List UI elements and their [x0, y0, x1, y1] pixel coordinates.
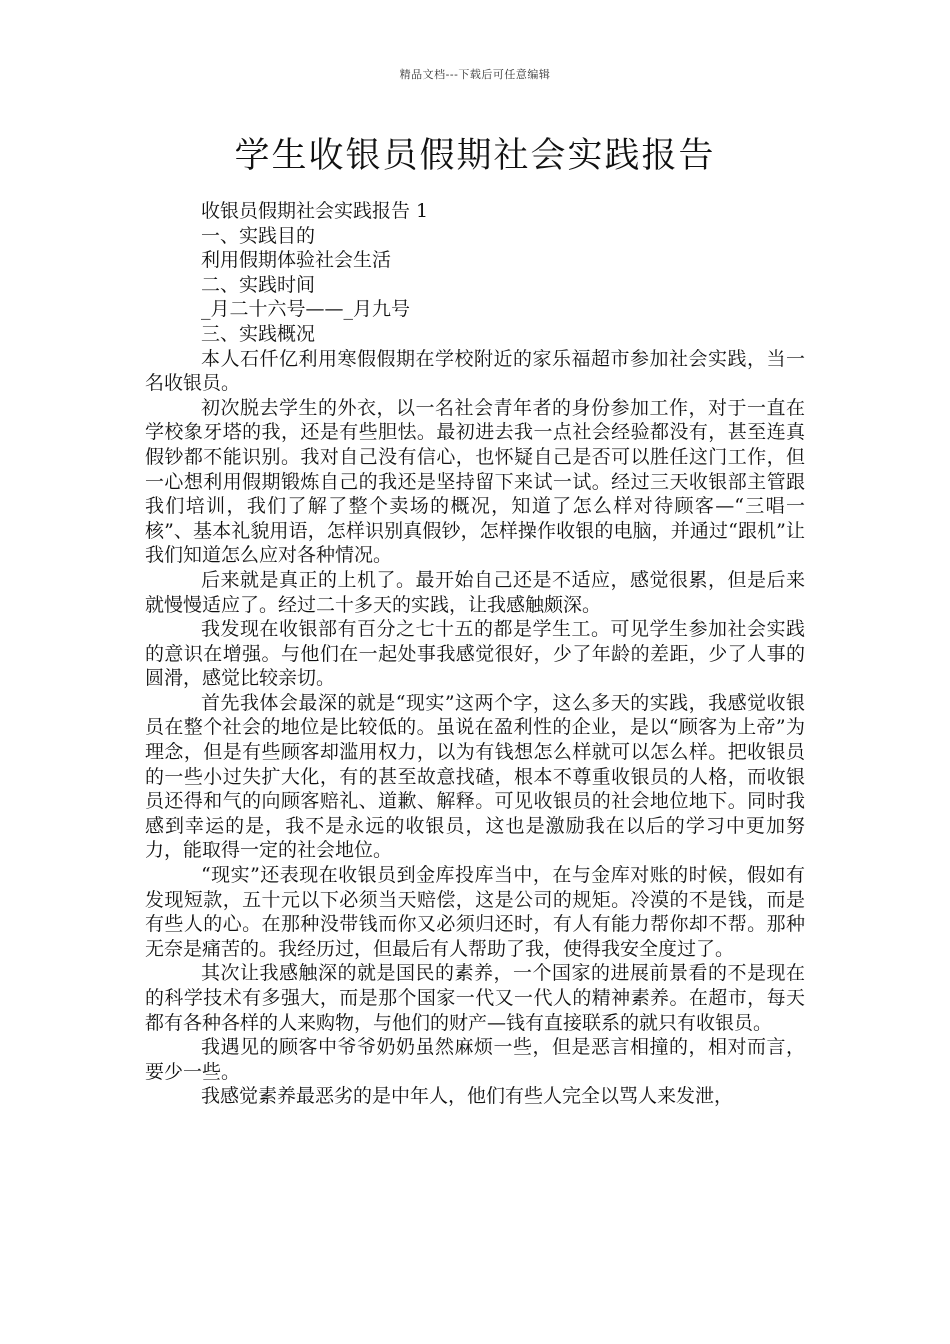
paragraph: “现实”还表现在收银员到金库投库当中，在与金库对账的时候，假如有发现短款，五十元以下必须当天赔偿，这是公司的规矩。冷漠的不是钱，而是有些人的心。在那种没带钱而你又必须归还时，有人有能力帮你却不帮。那种无奈是痛苦的。我经历过，但最后有人帮助了我，使得我安全度过了。: [145, 864, 805, 960]
section-heading: 二、实践时间: [201, 273, 316, 296]
page-header: 精品文档---下载后可任意编辑: [399, 68, 551, 81]
document-body: [145, 199, 805, 1109]
section-heading: 三、实践概况: [201, 322, 316, 345]
document-title: 学生收银员假期社会实践报告: [234, 136, 716, 176]
section-heading: 一、实践目的: [201, 224, 316, 247]
section-content: 利用假期体验社会生活: [201, 249, 392, 272]
paragraph: 本人石仟亿利用寒假假期在学校附近的家乐福超市参加社会实践，当一名收银员。: [145, 347, 805, 395]
paragraph: 我感觉素养最恶劣的是中年人，他们有些人完全以骂人来发泄，: [201, 1085, 734, 1108]
section-content: _月二十六号——_月九号: [201, 298, 411, 321]
report-subtitle: 收银员假期社会实践报告 1: [201, 200, 429, 222]
paragraph: 初次脱去学生的外衣，以一名社会青年者的身份参加工作，对于一直在学校象牙塔的我，还是有些胆怯。最初进去我一点社会经验都没有，甚至连真假钞都不能识别。我对自己没有信心，也怀疑自己是否可以胜任这门工作，但一心想利用假期锻炼自己的我还是坚持留下来试一试。经过三天收银部主管跟我们培训，我们了解了整个卖场的概况，知道了怎么样对待顾客—“三唱一核”、基本礼貌用语，怎样识别真假钞，怎样操作收银的电脑，并通过“跟机”让我们知道怎么应对各种情况。: [145, 396, 805, 567]
paragraph: 我遇见的顾客中爷爷奶奶虽然麻烦一些，但是恶言相撞的，相对而言，要少一些。: [145, 1036, 805, 1083]
paragraph: 其次让我感触深的就是国民的素养，一个国家的进展前景看的不是现在的科学技术有多强大，而是那个国家一代又一代人的精神素养。在超市，每天都有各种各样的人来购物，与他们的财产—钱有直接联系的就只有收银员。: [145, 962, 805, 1034]
paragraph: 首先我体会最深的就是“现实”这两个字，这么多天的实践，我感觉收银员在整个社会的地位是比较低的。虽说在盈利性的企业，是以“顾客为上帝”为理念，但是有些顾客却滥用权力，以为有钱想怎么样就可以怎么样。把收银员的一些小过失扩大化，有的甚至故意找碴，根本不尊重收银员的人格，而收银员还得和气的向顾客赔礼、道歉、解释。可见收银员的社会地位地下。同时我感到幸运的是，我不是永远的收银员，这也是激励我在以后的学习中更加努力，能取得一定的社会地位。: [145, 691, 805, 862]
paragraph: 后来就是真正的上机了。最开始自己还是不适应，感觉很累，但是后来就慢慢适应了。经过二十多天的实践，让我感触颇深。: [145, 568, 805, 616]
paragraph: 我发现在收银部有百分之七十五的都是学生工。可见学生参加社会实践的意识在增强。与他们在一起处事我感觉很好，少了年龄的差距，少了人事的圆滑，感觉比较亲切。: [145, 618, 805, 690]
